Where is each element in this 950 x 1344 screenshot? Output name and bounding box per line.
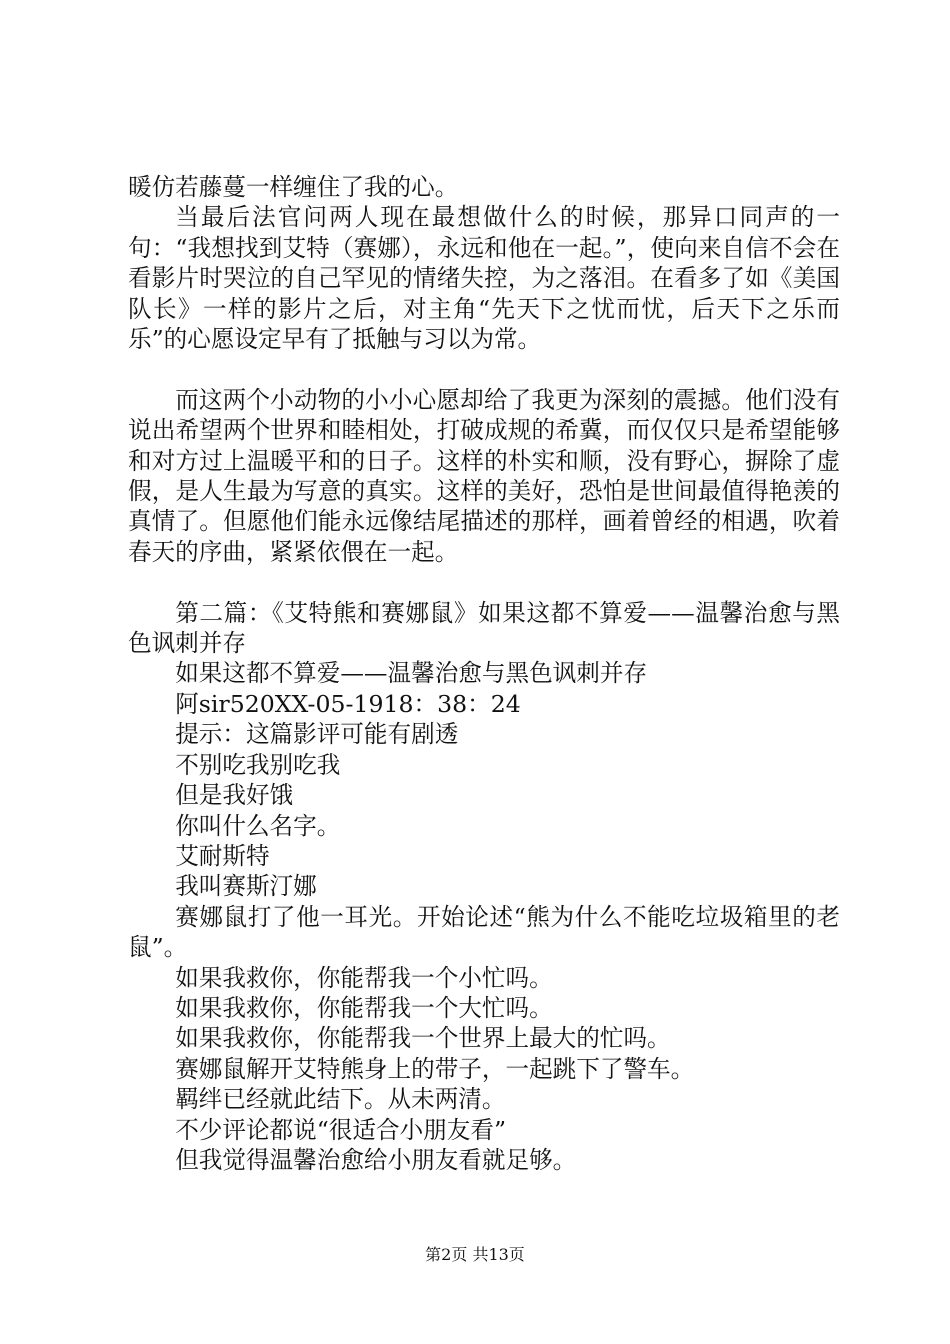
paragraph: 但是我好饿 (175, 781, 294, 810)
paragraph: 我叫赛斯汀娜 (175, 872, 317, 901)
paragraph: 如果我救你，你能帮我一个大忙吗。 (175, 993, 553, 1022)
paragraph: 如果这都不算爱——温馨治愈与黑色讽刺并存 (175, 659, 648, 688)
paragraph: 如果我救你，你能帮我一个世界上最大的忙吗。 (175, 1024, 671, 1053)
paragraph: 羁绊已经就此结下。从未两清。 (175, 1085, 506, 1114)
paragraph: 暖仿若藤蔓一样缠住了我的心。 (128, 173, 459, 201)
body-text (128, 172, 840, 1175)
paragraph: 当最后法官问两人现在最想做什么的时候，那异口同声的一句：“我想找到艾特（赛娜），永远和他在一起。”，使向来自信不会在看影片时哭泣的自己罕见的情绪失控，为之落泪。在看多了如《美国队长》一样的影片之后，对主角“先天下之忧而忧，后天下之乐而乐”的心愿设定早有了抵触与习以为常。 (128, 203, 840, 354)
paragraph: 艾耐斯特 (175, 841, 270, 870)
paragraph: 不少评论都说“很适合小朋友看” (175, 1115, 507, 1144)
paragraph: 阿sir520XX-05-1918：38：24 (175, 689, 521, 718)
page-footer: 第2页 共13页 (425, 1245, 525, 1264)
paragraph: 但我觉得温馨治愈给小朋友看就足够。 (175, 1145, 577, 1174)
paragraph: 你叫什么名字。 (175, 811, 341, 840)
paragraph: 提示：这篇影评可能有剧透 (175, 720, 459, 749)
paragraph: 赛娜鼠打了他一耳光。开始论述“熊为什么不能吃垃圾箱里的老鼠”。 (128, 902, 840, 962)
paragraph: 第二篇：《艾特熊和赛娜鼠》如果这都不算爱——温馨治愈与黑色讽刺并存 (128, 598, 840, 658)
paragraph: 不别吃我别吃我 (175, 750, 341, 779)
paragraph: 赛娜鼠解开艾特熊身上的带子，一起跳下了警车。 (175, 1054, 695, 1083)
paragraph: 如果我救你，你能帮我一个小忙吗。 (175, 963, 553, 992)
paragraph: 而这两个小动物的小小心愿却给了我更为深刻的震撼。他们没有说出希望两个世界和睦相处，打破成规的希冀，而仅仅只是希望能够和对方过上温暖平和的日子。这样的朴实和顺，没有野心，摒除了虚假，是人生最为写意的真实。这样的美好，恐怕是世间最值得艳羡的真情了。但愿他们能永远像结尾描述的那样，画着曾经的相遇，吹着春天的序曲，紧紧依偎在一起。 (128, 385, 840, 566)
